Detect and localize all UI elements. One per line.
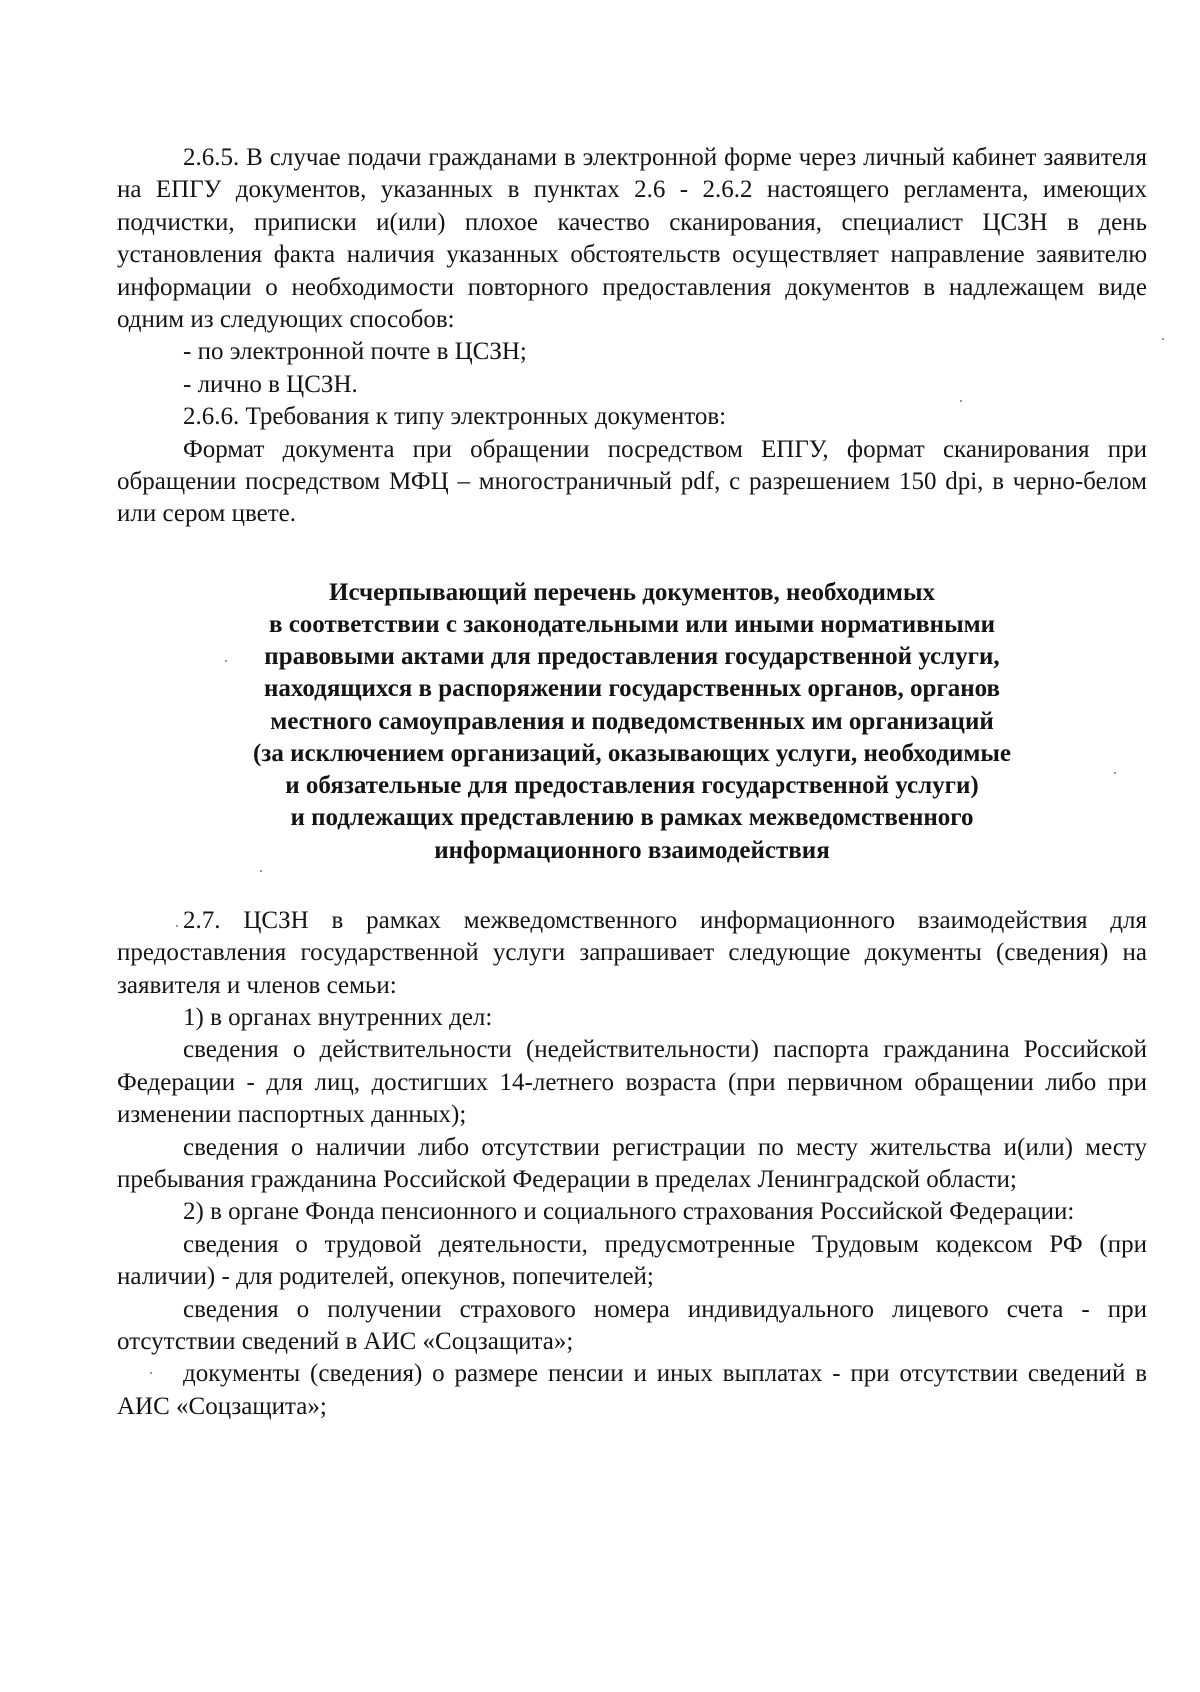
heading-line: местного самоуправления и подведомственных им организаций (270, 707, 994, 735)
heading-line: информационного взаимодействия (434, 836, 830, 864)
heading-line: в соответствии с законодательными или иными нормативными (268, 611, 996, 639)
heading-line: (за исключением организаций, оказывающих услуги, необходимые (252, 739, 1012, 767)
heading-line: Исчерпывающий перечень документов, необходимых (329, 578, 935, 606)
list-item-2-pension: документы (сведения) о размере пенсии и иных выплатах - при отсутствии сведений в АИС «Соцзащита»; (117, 1360, 1147, 1420)
heading-line: и обязательные для предоставления государственной услуги) (285, 772, 979, 800)
method-email: - по электронной почте в ЦСЗН; (183, 338, 527, 366)
section-heading (117, 577, 1147, 867)
paragraph-2-6-5: 2.6.5. В случае подачи гражданами в электронной форме через личный кабинет заявителя на ЕПГУ документов, указанных в пунктах 2.6 - 2.6.2 настоящего регламента, имеющих подчистки, приписки и(или) плохое качество сканирования, специалист ЦСЗН в день установления факта наличия указанных обстоятельств осуществляет направление заявителю информации о необходимости повторного предоставления документов в надлежащем виде одним из следующих способов: (117, 144, 1147, 334)
list-item-2-snils: сведения о получении страхового номера индивидуального лицевого счета - при отсутствии сведений в АИС «Соцзащита»; (117, 1295, 1147, 1355)
list-item-1-registration: сведения о наличии либо отсутствии регистрации по месту жительства и(или) месту пребывания гражданина Российской Федерации в пределах Ленинградской области; (117, 1133, 1147, 1193)
list-item-2: 2) в органе Фонда пенсионного и социального страхования Российской Федерации: (183, 1198, 1075, 1226)
paragraph-2-6-6: 2.6.6. Требования к типу электронных документов: (183, 403, 727, 431)
list-item-1-passport: сведения о действительности (недействительности) паспорта гражданина Российской Федерации - для лиц, достигших 14-летнего возраста (при первичном обращении либо при изменении паспортных данных); (117, 1036, 1147, 1129)
heading-line: и подлежащих представлению в рамках межведомственного (290, 804, 974, 832)
heading-line: правовыми актами для предоставления государственной услуги, (264, 643, 1000, 671)
paragraph-2-7: 2.7. ЦСЗН в рамках межведомственного информационного взаимодействия для предоставления государственной услуги запрашивает следующие документы (сведения) на заявителя и членов семьи: (117, 906, 1147, 999)
paragraph-2-6-6-format: Формат документа при обращении посредством ЕПГУ, формат сканирования при обращении посредством МФЦ – многостраничный pdf, с разрешением 150 dpi, в черно-белом или сером цвете. (117, 435, 1147, 528)
list-item-2-employment: сведения о трудовой деятельности, предусмотренные Трудовым кодексом РФ (при наличии) - для родителей, опекунов, попечителей; (117, 1230, 1147, 1291)
method-in-person: - лично в ЦСЗН. (183, 370, 358, 398)
scan-speck (1162, 338, 1164, 340)
document-body (117, 142, 1147, 1423)
heading-line: находящихся в распоряжении государственных органов, органов (263, 675, 1001, 703)
list-item-1: 1) в органах внутренних дел: (183, 1003, 493, 1031)
